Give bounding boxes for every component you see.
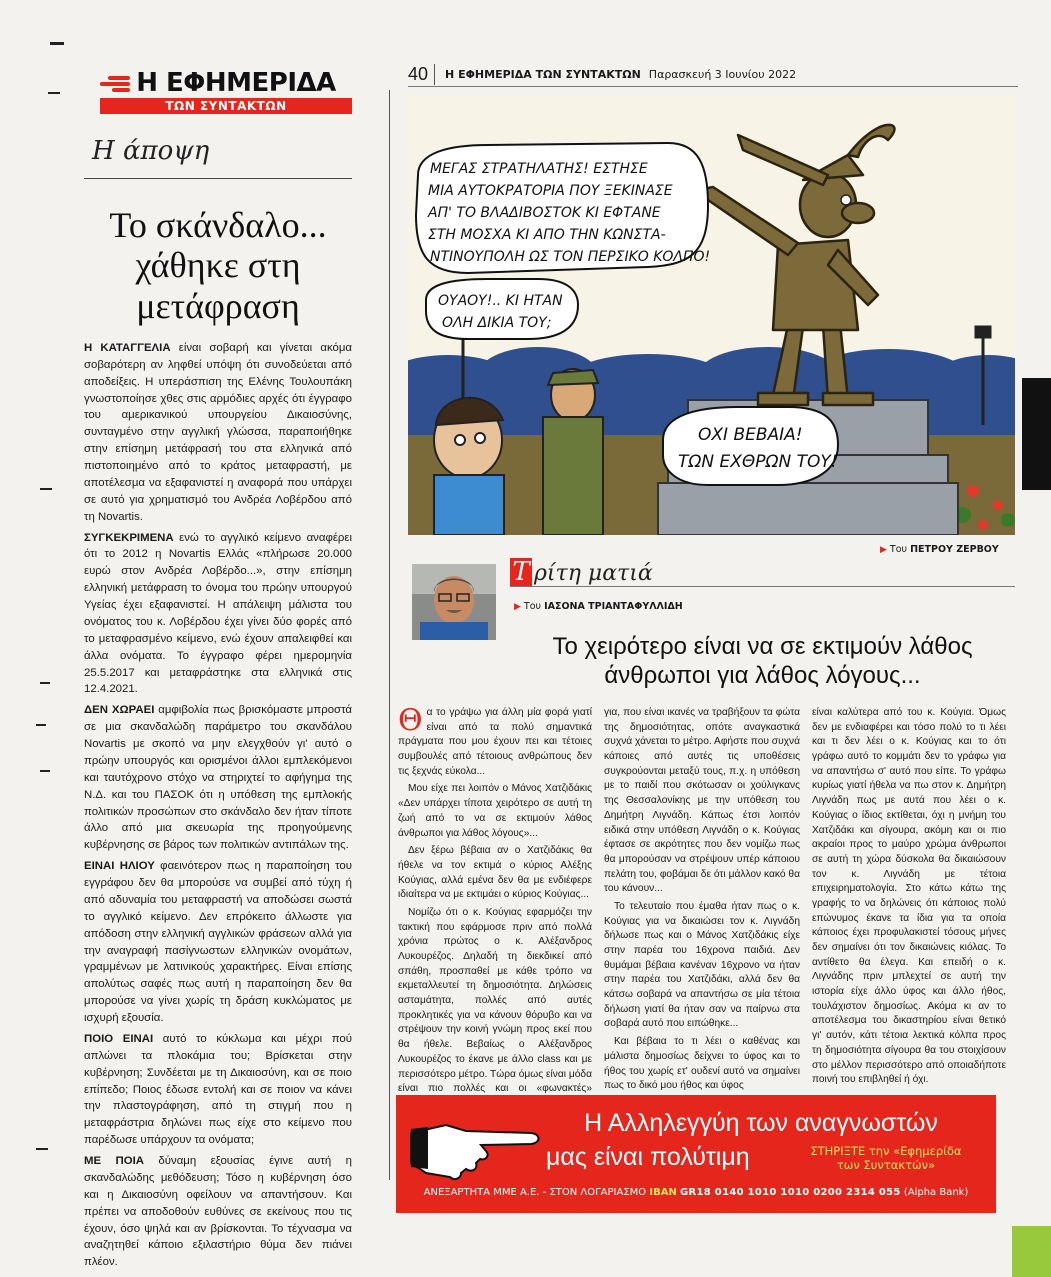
paragraph xyxy=(84,530,352,699)
portrait-image xyxy=(412,564,496,640)
column-divider xyxy=(389,90,390,1180)
author-portrait xyxy=(412,564,496,640)
paragraph xyxy=(84,1153,352,1271)
bubble2-line: ΟΛΗ ΔΙΚΙΑ ΤΟΥ; xyxy=(442,315,552,331)
page-header xyxy=(408,62,1018,87)
paragraph-text: αυτό το κύκλωμα και μέχρι πού απλώνει τα πλοκάμια του; Βρίσκεται στην κυβέρνηση; Συνδέεται με τη Δικαιοσύνη, και σε ποιο επίπεδο; Ποιος έδωσε εντολή και σε ποιον να κάνει την πλαστογράφηση, από τη στιγμή που η μεταφράστρια δηλώνει πως είχε στο κείμενο που παρέδωσε υπάρχουν τα ονόματα; xyxy=(84,1032,352,1147)
iban-number: GR18 0140 1010 1010 0200 2314 055 xyxy=(680,1187,901,1198)
paragraph xyxy=(84,1031,352,1149)
credit-prefix: Του xyxy=(889,544,908,555)
paragraph xyxy=(84,858,352,1027)
paragraph-lead: ΠΟΙΟ ΕΙΝΑΙ xyxy=(84,1032,154,1045)
paragraph-text: αμφιβολία πως βρισκόμαστε μπροστά σε μια σκανδαλώδη παράμετρο του σκανδάλου Novartis με σκοπό να μην ελεγχθούν γι' αυτό ο πρώην υπουργός και ορισμένοι άλλοι εμπλεκόμενοι και ταυτόχρονο στόχο να στηριχτεί το αφήγημα της Ν.Δ. και του ΠΑΣΟΚ ότι η υπόθεση της εμπλοκής πολιτικών προσώπων στο σκάνδαλο δεν ήταν τίποτε άλλο από μια σκευωρία της προηγούμενης κυβέρνησης σε βάρος των πολιτικών αντιπάλων της. xyxy=(84,704,352,852)
paragraph xyxy=(84,702,352,854)
section-dropcap: Τ xyxy=(510,558,532,586)
bubble3-line: ΟΧΙ ΒΕΒΑΙΑ! xyxy=(698,425,803,445)
masthead-subtitle: ΤΩΝ ΣΥΝΤΑΚΤΩΝ xyxy=(100,98,352,114)
paragraph: Δεν ξέρω βέβαια αν ο Χατζιδάκις θα ήθελε να τον εκτιμά ο κύριος Αλέξης Κούγιας, αλλά εμένα δεν θα με ενδιέφερε ιδιαίτερα να με εκτιμάει ο κύριος Κούγιας... xyxy=(398,845,592,901)
column-author xyxy=(514,601,683,612)
headline-line: Το σκάνδαλο... xyxy=(109,205,327,245)
paragraph-text: δύναμη εξουσίας έγινε αυτή η σκανδαλώδης μεθόδευση; Τόσο η κυβέρνηση όσο και η Δικαιοσύνη οφείλουν να απαντήσουν. Και πρέπει να αποδοθούν ευθύνες σε εκείνους που τις έχουν, όσο ψηλά και αν βρίσκονται. Το τέχνασμα να αναζητηθεί κάποιο εξιλαστήριο θύμα δεν πιάνει πλέον. xyxy=(84,1155,352,1269)
section-tab xyxy=(1022,378,1051,490)
ad-support-text xyxy=(786,1145,986,1173)
ad-subheadline: μας είναι πολύτιμη xyxy=(546,1143,750,1171)
bubble1-line: ΜΕΓΑΣ ΣΤΡΑΤΗΛΑΤΗΣ! ΕΣΤΗΣΕ xyxy=(430,161,648,177)
support-line: των Συντακτών» xyxy=(836,1157,936,1172)
solidarity-ad xyxy=(396,1095,996,1213)
paragraph-text: είναι σοβαρή και γίνεται ακόμα σοβαρότερη αν ληφθεί υπόψη ότι συνοδεύεται από αποδείξεις. Η υπεράσπιση της Ελένης Τουλουπάκη γνωστοποίησε χθες στις αρμόδιες αρχές ότι έγγραφο του αμερικανικού υπουργείου Δικαιοσύνης, συνταγμένο στην αγγλική γλώσσα, παραποιήθηκε στην επίσημη μετάφρασή του στα ελληνικά από πιστοποιημένο από το κράτος μεταφραστή, με αποτέλεσμα να εξαφανιστεί η αναφορά που υπάρχει σε αυτό για χρηματισμό του Ανδρέα Λοβέρδου από τη Novartis. xyxy=(84,341,352,523)
author-prefix: Του xyxy=(523,601,542,612)
bank-name: (Alpha Bank) xyxy=(903,1187,969,1198)
paragraph: είναι καλύτερα από του κ. Κούγια. Όμως δεν με ενδιαφέρει και τόσο πολύ το τι λέει και τι δεν λέει ο κ. Κούγιας και το ότι γράφω αυτό το κομμάτι δεν το γράφω για να απαντήσω σ' αυτό που είπε. Το γράφω κυρίως γιατί ήθελα να πω στον κ. Δημήτρη Λιγνάδη πως με αυτά που λέει ο κ. Κούγιας ο ίδιος εκτίθεται, όχι η μνήμη του Χατζιδάκι και σίγουρα, ακόμη και οι πιο ακραίοι προς το μαύρο χρώμα άνθρωποι σε αυτή τη χώρα δύσκολα θα δικαιώσουν τον κ. Λιγνάδη με τέτοια επιχειρηματολογία. Στο κάτω κάτω της γραφής το να δηλώνεις ότι κάποιος πολύ επώνυμος έκανε τα ίδια για τα οποία κάποιος έχει προφυλακιστεί τόσους μήνες δεν σημαίνει ότι τον δικαιώνεις κιόλας. Το αντίθετο θα έλεγα. Και επειδή ο κ. Λιγνάδης πριν μπλεχτεί σε αυτή την ιστορία είχε άλλο ύφος και άλλο ήθος, τουλάχιστον δημοσίως. Ακόμα κι αν το αποτέλεσμα του δικαστηρίου είναι θετικό γι' αυτόν, κάτι τέτοια λεκτικά κόλπα προς τη δημοσιότητα σίγουρα θα του στοιχίσουν στο μέλλον περισσότερο από οποιαδήποτε ποινή του επιβληθεί ή όχι. xyxy=(812,707,1006,1086)
headline-line: άνθρωποι για λάθος λόγους... xyxy=(604,662,921,690)
ad-bank-details xyxy=(396,1187,996,1198)
cartoonist-name: ΠΕΤΡΟΥ ΖΕΡΒΟΥ xyxy=(910,544,999,555)
crop-mark xyxy=(40,682,50,684)
column-text-2 xyxy=(604,706,800,1097)
bubble2-line: ΟΥΑΟΥ!.. ΚΙ ΗΤΑΝ xyxy=(438,293,563,309)
play-arrow-icon: ▶ xyxy=(514,602,521,612)
bubble1-line: ΜΙΑ ΑΥΤΟΚΡΑΤΟΡΙΑ ΠΟΥ ΞΕΚΙΝΑΣΕ xyxy=(428,183,673,199)
masthead-logo xyxy=(84,70,352,96)
paragraph-text: α το γράψω για άλλη μία φορά γιατί είναι από τα πολύ σημαντικά πράγματα που μου έχουν πει και τέτοιες συμβουλές από τέτοιους ανθρώπους δεν τις ξεχνάς εύκολα... xyxy=(398,707,592,777)
paragraph: για, που είναι ικανές να τραβήξουν τα φώτα της δημοσιότητας, οπότε αναγκαστικά συχνά χάνεται το μέτρο. Αφήστε που συχνά κάποιες από αυτές τις υποθέσεις συγκρούονται μεταξύ τους, π.χ. η υπόθεση με το παιδί που σκότωσαν οι χούλιγκανς της Θεσσαλονίκης με την υπόθεση του Δημήτρη Λιγνάδη. Κάπως έτσι λοιπόν ειδικά στην υπόθεση Λιγνάδη ο κ. Κούγιας έφτασε σε ακρότητες που δεν νομίζω πως θα μπορούσαν να στρέψουν υπέρ κάποιου πελάτη του, φοβάμαι δε ότι μάλλον κακό θα του κάνουν... xyxy=(604,707,800,895)
bubble1-line: ΣΤΗ ΜΟΣΧΑ ΚΙ ΑΠΟ ΤΗΝ ΚΩΝΣΤΑ- xyxy=(428,227,666,243)
crop-mark xyxy=(48,92,60,94)
paragraph: Νομίζω ότι ο κ. Κούγιας εφαρμόζει την τακτική που εφάρμοσε πριν από πολλά χρόνια πρώτος ο κ. Αλέξανδρος Λυκουρέζος. Δηλαδή τη διεκδικεί από σπάθη, προσπαθεί με κάθε τρόπο να εκμεταλλευτεί τη δημοσιότητα. Δηλώσεις ασταμάτητα, πολλές από αυτές προκλητικές για να κάνουν θόρυβο και να στρέψουν την κοινή γνώμη προς εκεί που θα ήθελε. Βεβαίως ο Αλέξανδρος Λυκουρέζος το έκανε με άλλο class και με περισσότερο μέτρο. Τώρα όμως είναι μόδα είναι πιο πολλές και οι «φωνακτές» xyxy=(398,906,592,1095)
paragraph-lead: ΜΕ ΠΟΙΑ xyxy=(84,1155,144,1168)
speed-lines-icon xyxy=(100,74,130,92)
cartoon-illustration xyxy=(408,95,1015,535)
support-line: ΣΤΗΡΙΞΤΕ την «Εφημερίδα xyxy=(810,1144,962,1158)
paragraph-lead: ΕΙΝΑΙ ΗΛΙΟΥ xyxy=(84,860,155,873)
paragraph: Και βέβαια το τι λέει ο καθένας και μάλιστα δημοσίως δείχνει το ύφος και το ήθος του χωρίς ετ' ουδενί αυτό να σημαίνει πως το δικό μου ήθος και ύφος xyxy=(604,1036,800,1092)
crop-mark xyxy=(50,42,64,45)
column-text-1 xyxy=(398,703,592,1115)
author-name: ΙΑΣΟΝΑ ΤΡΙΑΝΤΑΦΥΛΛΙΔΗ xyxy=(544,601,683,612)
editorial-body xyxy=(84,340,352,1271)
headline-line: μετάφραση xyxy=(136,285,300,326)
corner-tab xyxy=(1012,1226,1051,1277)
column-text-3 xyxy=(812,706,1006,1091)
play-arrow-icon: ▶ xyxy=(880,545,887,555)
headline-line: χάθηκε στη xyxy=(135,245,301,286)
crop-mark xyxy=(36,724,46,726)
paragraph-lead: ΔΕΝ ΧΩΡΑΕΙ xyxy=(84,704,155,717)
cartoon-credit xyxy=(880,544,999,555)
paragraph-text: ενώ το αγγλικό κείμενο αναφέρει ότι το 2012 η Novartis Ελλάς «πλήρωσε 20.000 ευρώ στον Ανδρέα Λοβέρδο...», στην επίσημη ελληνική μετάφραση το όνομα του πρώην υπουργού Υγείας έχει εξαφανιστεί. Η απάλειψη μάλιστα του ονόματος του κ. Λοβέρδου έχει γίνει δύο φορές από το μεταφρασμένο κείμενο, ενώ έχουν απαλειφθεί και άλλα ονόματα. Το έγγραφο φέρει ημερομηνία 25.5.2017 και μεταφράστηκε στα ελληνικά στις 12.4.2021. xyxy=(84,531,352,696)
paragraph: Το τελευταίο που έμαθα ήταν πως ο κ. Κούγιας για να δικαιώσει τον κ. Λιγνάδη δήλωσε πως και ο Μάνος Χατζιδάκις είχε στην παρέα του 16χρονα παιδιά. Δεν θυμάμαι βέβαια κανέναν 16χρονο να ήταν στην παρέα του Χατζιδάκι, αλλά δεν θα κάτσω σοβαρά να απαντήσω σε μία τέτοια δήλωση γιατί θα ήταν σαν να παίρνω στα σοβαρά αυτό που ειπώθηκε... xyxy=(604,900,800,1030)
drop-initial: Θ xyxy=(398,703,423,738)
section-title-text: ρίτη ματιά xyxy=(534,561,653,586)
section-label: Η άποψη xyxy=(92,136,210,166)
bubble1-line: ΑΠ' ΤΟ ΒΛΑΔΙΒΟΣΤΟΚ ΚΙ ΕΦΤΑΝΕ xyxy=(428,205,661,221)
issue-date: Παρασκευή 3 Ιουνίου 2022 xyxy=(648,67,797,81)
paragraph-lead: Η ΚΑΤΑΓΓΕΛΙΑ xyxy=(84,341,171,354)
editorial-column xyxy=(84,70,352,1275)
paragraph xyxy=(84,340,352,526)
ad-headline: Η Αλληλεγγύη των αναγνωστών xyxy=(584,1109,938,1137)
pointing-hand-icon xyxy=(406,1103,546,1183)
column-section-title xyxy=(510,556,1015,587)
bubble1-line: ΝΤΙΝΟΥΠΟΛΗ ΩΣ ΤΟΝ ΠΕΡΣΙΚΟ ΚΟΛΠΟ! xyxy=(430,249,711,265)
iban-label: IBAN xyxy=(649,1187,677,1198)
paragraph-text: φαεινότερον πως η παραποίηση του εγγράφου δεν θα μπορούσε να συμβεί από τύχη ή από αδυναμία του μεταφραστή να αποδώσει σωστά το αγγλικό κείμενο. Δεν επρόκειτο άλλωστε για απόδοση στην ελληνική αγγλικών φράσεων αλλά για την αναγραφή πασίγνωστων ελληνικών ονομάτων, γραμμένων με λατινικούς χαρακτήρες. Είναι επίσης απολύτως σαφές πως αυτή η παραποίηση δεν θα μπορούσε να γίνει χωρίς τη δράση κυκλώματος με ισχυρή εξουσία. xyxy=(84,860,352,1025)
account-label: ΑΝΕΞΑΡΤΗΤΑ ΜΜΕ Α.Ε. - ΣΤΟΝ ΛΟΓΑΡΙΑΣΜΟ xyxy=(423,1187,647,1198)
divider xyxy=(84,178,352,179)
paragraph xyxy=(398,703,592,779)
column-headline xyxy=(510,632,1015,691)
bubble3-line: ΤΩΝ ΕΧΘΡΩΝ ΤΟΥ! xyxy=(678,452,838,472)
page-number: 40 xyxy=(408,64,435,85)
crop-mark xyxy=(40,488,52,490)
paragraph-lead: ΣΥΓΚΕΚΡΙΜΕΝΑ xyxy=(84,531,174,544)
headline-line: Το χειρότερο είναι να σε εκτιμούν λάθος xyxy=(552,633,973,660)
paragraph: Μου είχε πει λοιπόν ο Μάνος Χατζιδάκις «Δεν υπάρχει τίποτα χειρότερο σε αυτή τη ζωή από το να σε εκτιμούν λάθος άνθρωποι για λάθος λόγους»... xyxy=(398,783,592,839)
crop-mark xyxy=(36,1148,48,1150)
editorial-headline xyxy=(84,205,352,326)
paper-name: Η ΕΦΗΜΕΡΙΔΑ ΤΩΝ ΣΥΝΤΑΚΤΩΝ xyxy=(445,67,641,81)
political-cartoon xyxy=(408,95,1015,535)
crop-mark xyxy=(40,770,50,772)
masthead-title: Η ΕΦΗΜΕΡΙΔΑ xyxy=(136,68,336,98)
